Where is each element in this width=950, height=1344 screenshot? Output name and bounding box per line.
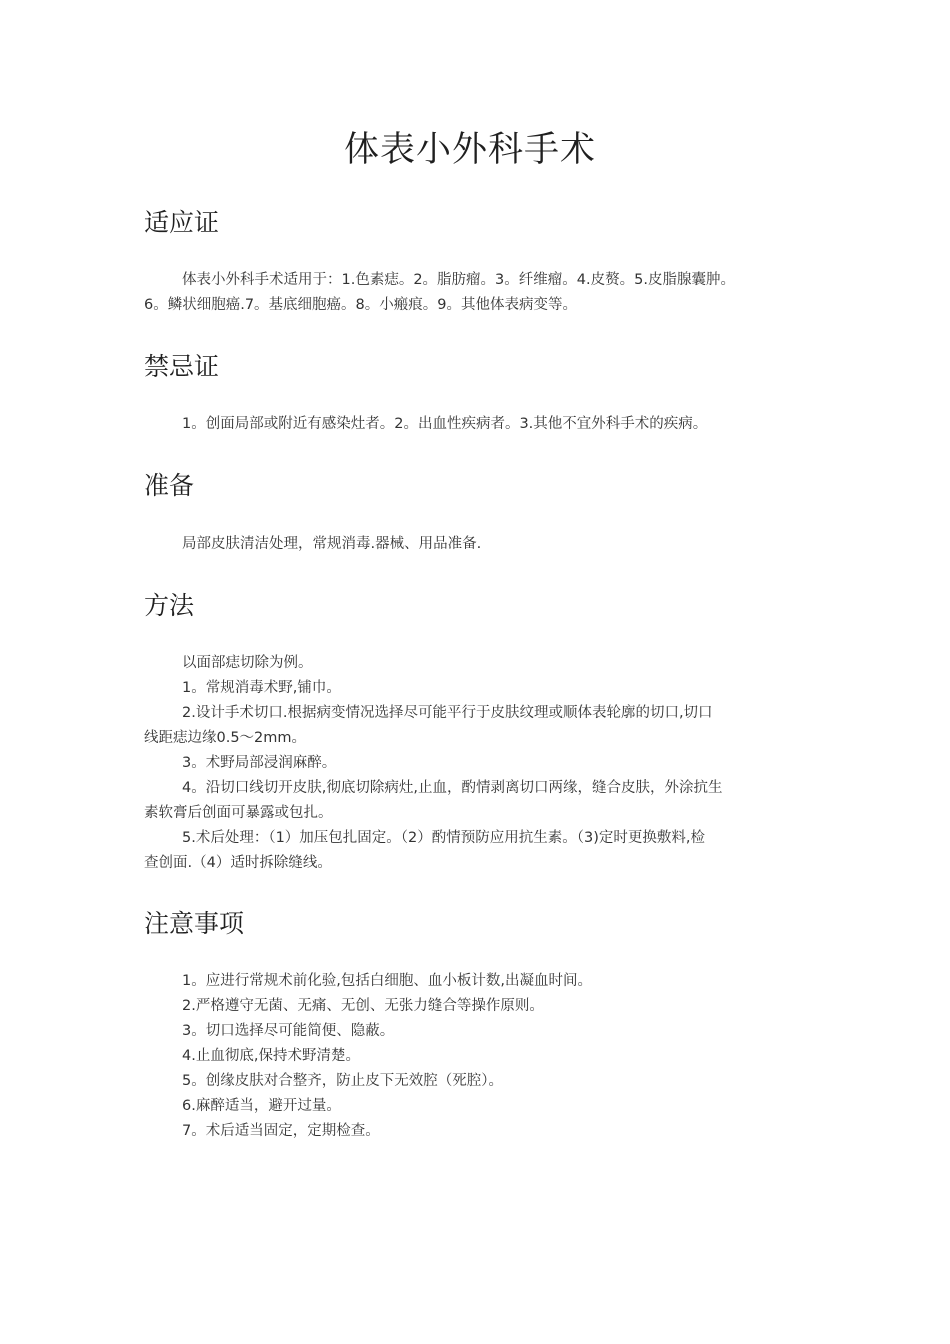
paragraph-line: 6.麻醉适当，避开过量。 xyxy=(182,1098,341,1114)
paragraph-line: 3。切口选择尽可能简便、隐蔽。 xyxy=(182,1023,395,1039)
document-title: 体表小外科手术 xyxy=(343,130,596,170)
paragraph-line: 5.术后处理：（1）加压包扎固定。（2）酌情预防应用抗生素。（3)定时更换敷料,检 xyxy=(182,830,706,846)
section-heading-indications: 适应证 xyxy=(144,208,220,237)
section-body-preparation xyxy=(144,532,809,557)
section-body-contraindications xyxy=(144,412,809,437)
paragraph-line: 4.止血彻底,保持术野清楚。 xyxy=(182,1048,360,1064)
paragraph-line: 局部皮肤清洁处理，常规消毒.器械、用品准备. xyxy=(182,536,482,552)
paragraph-line: 1。常规消毒术野,铺巾。 xyxy=(182,680,341,696)
section-heading-method: 方法 xyxy=(144,591,195,620)
paragraph-line: 素软膏后创面可暴露或包扎。 xyxy=(144,805,333,821)
paragraph-line: 1。应进行常规术前化验,包括白细胞、血小板计数,出凝血时间。 xyxy=(182,973,592,989)
paragraph-line: 1。创面局部或附近有感染灶者。2。出血性疾病者。3.其他不宜外科手术的疾病。 xyxy=(182,416,708,432)
paragraph-line: 2.严格遵守无菌、无痛、无创、无张力缝合等操作原则。 xyxy=(182,998,544,1014)
paragraph-line: 4。沿切口线切开皮肤,彻底切除病灶,止血，酌情剥离切口两缘，缝合皮肤，外涂抗生 xyxy=(182,780,723,796)
paragraph-line: 以面部痣切除为例。 xyxy=(182,655,313,671)
section-heading-contraindications: 禁忌证 xyxy=(144,352,220,381)
paragraph-line: 线距痣边缘0.5～2mm。 xyxy=(144,730,307,746)
section-body-indications xyxy=(144,268,809,318)
paragraph-line: 7。术后适当固定，定期检查。 xyxy=(182,1123,380,1139)
paragraph-line: 6。鳞状细胞癌.7。基底细胞癌。8。小瘢痕。9。其他体表病变等。 xyxy=(144,297,578,313)
paragraph-line: 体表小外科手术适用于：1.色素痣。2。脂肪瘤。3。纤维瘤。4.皮赘。5.皮脂腺囊肿。 xyxy=(182,272,735,288)
paragraph-line: 2.设计手术切口.根据病变情况选择尽可能平行于皮肤纹理或顺体表轮廓的切口,切口 xyxy=(182,705,713,721)
section-body-method xyxy=(144,651,809,876)
paragraph-line: 3。术野局部浸润麻醉。 xyxy=(182,755,337,771)
section-body-precautions xyxy=(144,969,809,1144)
section-heading-precautions: 注意事项 xyxy=(144,909,245,938)
paragraph-line: 5。创缘皮肤对合整齐，防止皮下无效腔（死腔）。 xyxy=(182,1073,503,1089)
section-heading-preparation: 准备 xyxy=(144,471,195,500)
paragraph-line: 查创面.（4）适时拆除缝线。 xyxy=(144,855,332,871)
